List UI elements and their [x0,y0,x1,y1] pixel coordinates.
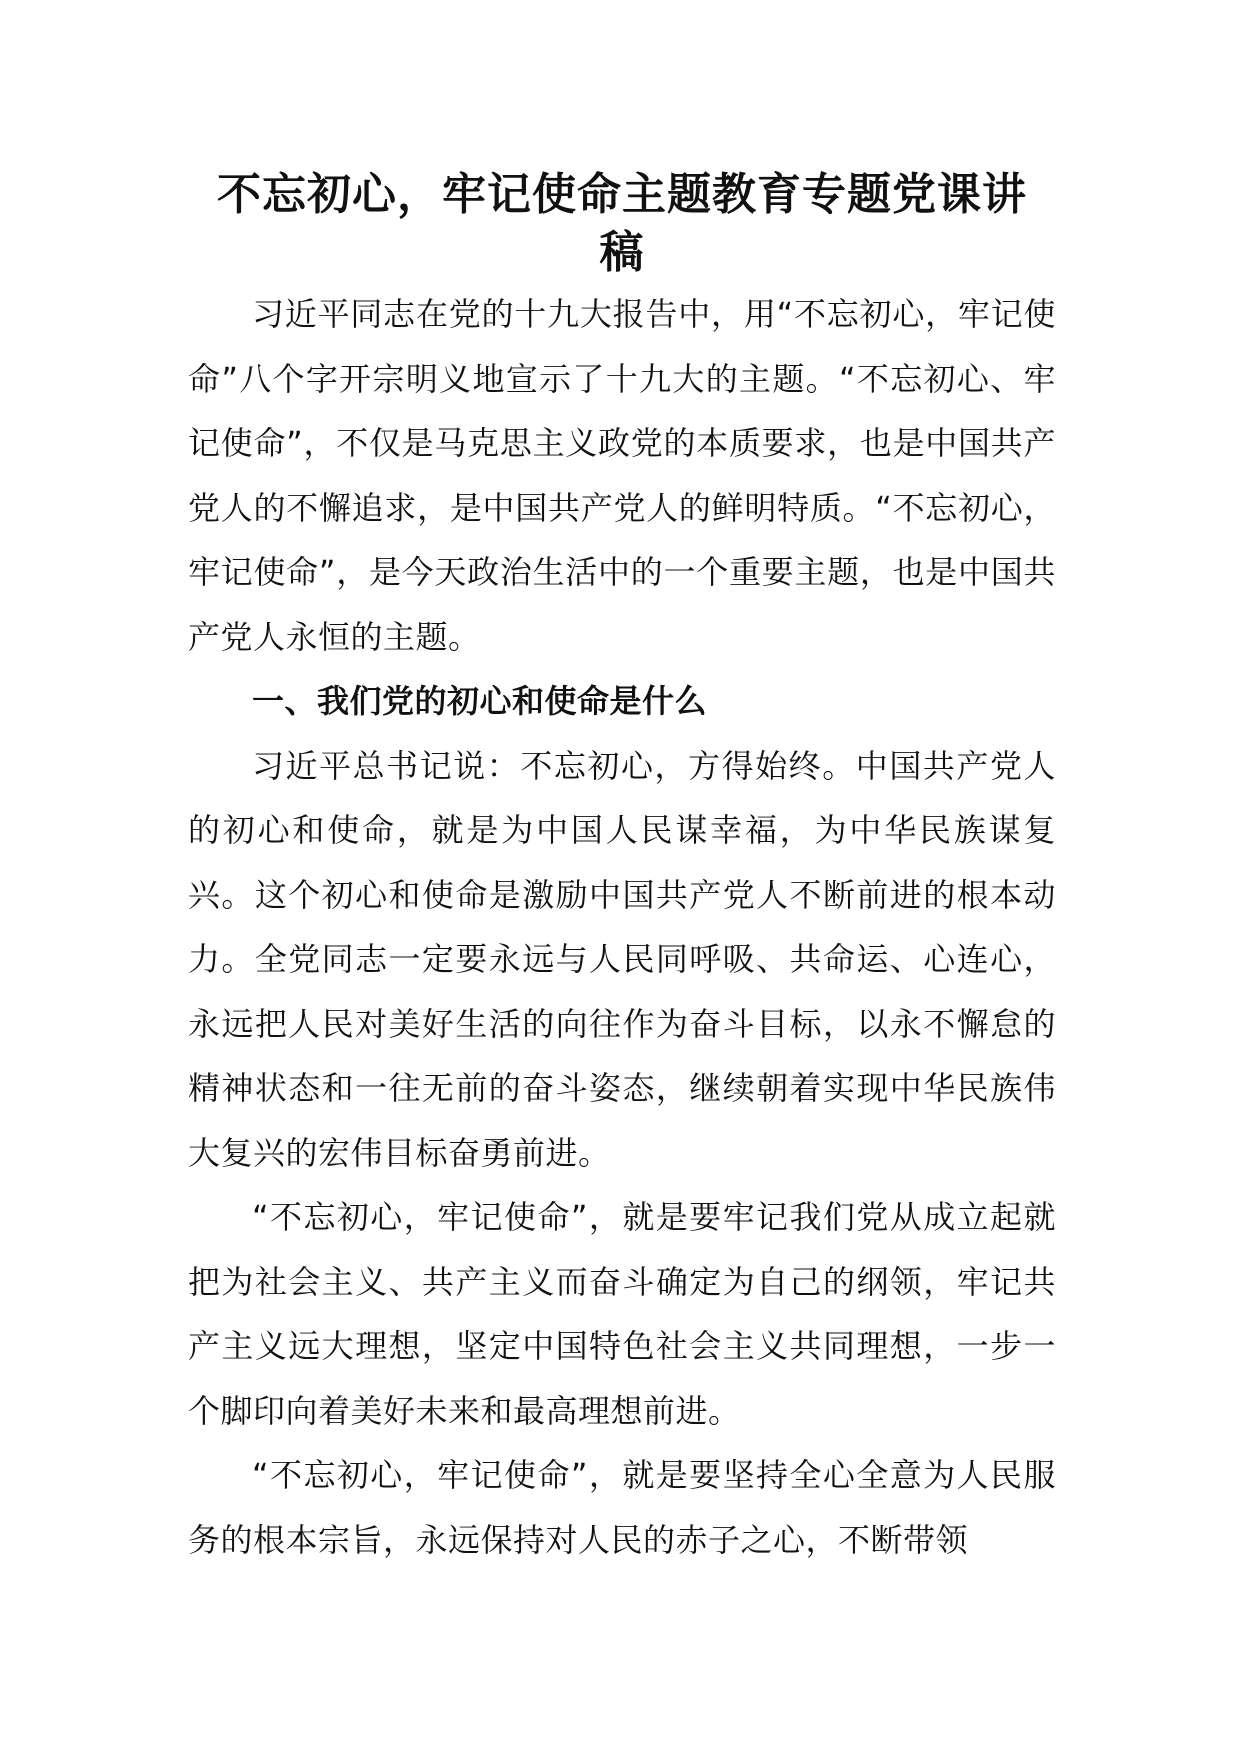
title-line-1: 不忘初心，牢记使命主题教育专题党课讲 [217,169,1027,220]
paragraph-service: “不忘初心，牢记使命”，就是要坚持全心全意为人民服务的根本宗旨，永远保持对人民的赤子之心，不断带领 [188,1456,1056,1559]
section-heading-1: 一、我们党的初心和使命是什么 [252,682,708,720]
document-body [188,166,1056,1572]
paragraph-ideal: “不忘初心，牢记使命”，就是要牢记我们党从成立起就把为社会主义、共产主义而奋斗确定为自己的纲领，牢记共产主义远大理想，坚定中国特色社会主义共同理想，一步一个脚印向着美好未来和最高理想前进。 [188,1198,1056,1430]
document-title [188,166,1056,282]
paragraph-mission: 习近平总书记说：不忘初心，方得始终。中国共产党人的初心和使命，就是为中国人民谋幸福，为中华民族谋复兴。这个初心和使命是激励中国共产党人不断前进的根本动力。全党同志一定要永远与人民同呼吸、共命运、心连心，永远把人民对美好生活的向往作为奋斗目标，以永不懈怠的精神状态和一往无前的奋斗姿态，继续朝着实现中华民族伟大复兴的宏伟目标奋勇前进。 [188,746,1056,1172]
title-line-2: 稿 [599,227,645,278]
paragraph-intro: 习近平同志在党的十九大报告中，用“不忘初心，牢记使命”八个字开宗明义地宣示了十九大的主题。“不忘初心、牢记使命”，不仅是马克思主义政党的本质要求，也是中国共产党人的不懈追求，是中国共产党人的鲜明特质。“不忘初心，牢记使命”，是今天政治生活中的一个重要主题，也是中国共产党人永恒的主题。 [188,295,1056,656]
